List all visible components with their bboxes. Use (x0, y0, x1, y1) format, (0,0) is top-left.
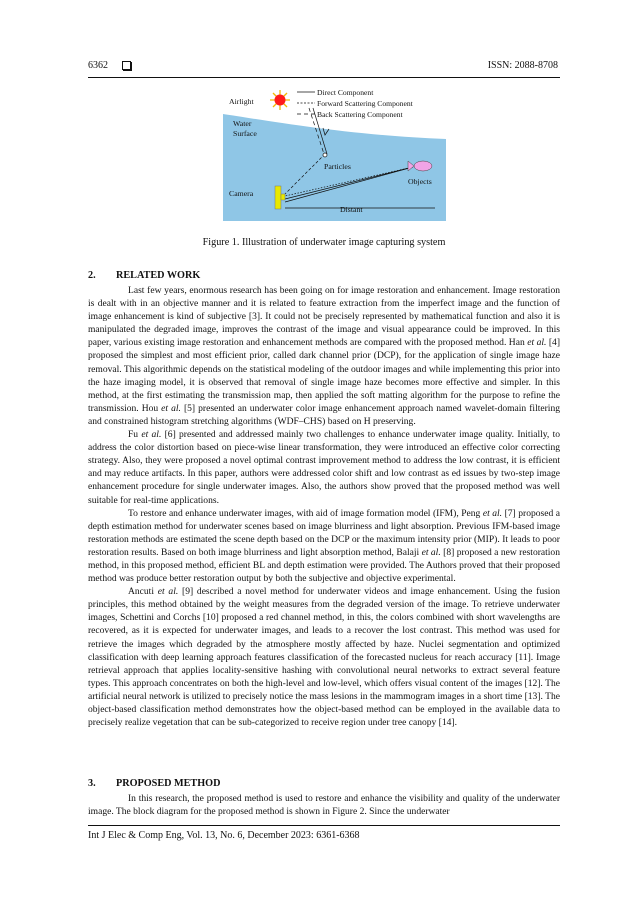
section-body-proposed-method (88, 792, 560, 818)
section-body-related-work (88, 284, 560, 729)
sun-disc (275, 95, 286, 106)
text-run: [7] proposed a depth estimation method for underwater scenes based on image blurriness and light absorption. Previous IFM-based image restoration methods are estimated the scene depth based on the DCP or the maximum intensity prior (MIP). It leads to poor restoration results. Based on both image blurriness and light absorption method, Balaji (88, 507, 561, 558)
section-title: RELATED WORK (116, 270, 201, 281)
text-run: Ancuti (128, 586, 158, 598)
italic-text: et al. (141, 429, 162, 441)
text-run: [9] described a novel method for underwater videos and image enhancement. Using the fusion principles, this method obtained by the weight measures from the degraded version of the image. To retrieve underwater images, Schettini and Corchs [10] proposed a red channel method, in this, the colors combined with short wavelengths are recovered, as it is expected for underwater images, and leads to a recover the lost contrast. This method was used for retrieve the images which degraded by the atmosphere mostly affected by haze. Nuclei segmentation and optimized classification with deep learning approach features classification of the forecasted nucleus for reach accuracy [11]. Image retrieval approach that applies locality-sensitive hashing with convolutional neural networks to extract several feature types. This approach concentrates on both the high-level and low-level, which offers visual content of the images [12]. The artificial neural network is utilized to precisely notice the mass lesions in the mammogram images in a short time [13]. The object-based classification method demonstrates how the object-based method can be employed in the available data to precisely realize vegetation that can be sub-categorized to receive region under tree canopy [14]. (88, 586, 561, 729)
legend-forward-label: Forward Scattering Component (317, 99, 413, 108)
text-run: [6] presented and addressed mainly two challenges to enhance underwater image quality. Initially, to address the color distortion based on piece-wise linear transformation, they were introduced an effective color correcting strategy. Also, they were proposed a novel optimal contrast improvement method to address the low contrast, it is efficient and may reduce artifacts. In this paper, authors were addressed color shift and low contrast as ed issues by two-step image enhancement procedure for single underwater images. Also, the authors show proved that the proposed method was well suitable for real-time applications. (88, 429, 560, 506)
issn-label: ISSN: 2088-8708 (487, 60, 558, 71)
paragraph (88, 792, 560, 818)
italic-text: et al. (421, 546, 441, 558)
section-number: 3. (88, 778, 96, 789)
italic-text: et al. (527, 337, 547, 349)
footer-citation: Int J Elec & Comp Eng, Vol. 13, No. 6, December 2023: 6361-6368 (88, 830, 360, 841)
page-header-left (88, 60, 131, 71)
distant-label: Distant (340, 205, 363, 214)
text-run: Fu (128, 429, 142, 441)
sun-icon (270, 90, 290, 110)
italic-text: et al. (157, 586, 179, 598)
particles-label: Particles (324, 162, 351, 171)
page-number: 6362 (88, 60, 108, 71)
camera-body (275, 186, 281, 209)
square-icon (122, 61, 131, 70)
camera-lens (281, 194, 285, 200)
text-run: [8] proposed a new restoration method, in this proposed method, efficient BL and depth estimation were provided. The Authors proved that their proposed method was produce better restoration output by both the subjective and objective experimental. (88, 546, 560, 585)
section-title: PROPOSED METHOD (116, 778, 221, 789)
footer-rule (88, 825, 560, 826)
figure-caption: Figure 1. Illustration of underwater image capturing system (202, 237, 446, 248)
italic-text: et al. (161, 402, 181, 414)
text-run: In this research, the proposed method is used to restore and enhance the visibility and quality of the underwater image. The block diagram for the proposed method is shown in Figure 2. Since the underwater (88, 793, 560, 818)
particle-dot (323, 153, 327, 157)
italic-text: et al. (482, 507, 503, 519)
text-run: Last few years, enormous research has been going on for image restoration and enhancement. Image restoration is dealt with in an objective manner and it is related to feature extraction from the imperfect image and the function of image enhancement is kind of subjective [3]. It could not be precisely represented by mathematical function and also it is manipulated the degraded image, improves the contrast of the image and visual appearance could be improved. In this paper, various existing image restoration and enhancement methods are compared with the proposed method. Han (88, 285, 560, 349)
text-run: [5] presented an underwater color image enhancement approach named wavelet-domain filtering and constrained histogram stretching algorithms (WDF–CHS) based on H preserving. (88, 402, 560, 427)
airlight-label: Airlight (229, 97, 254, 106)
objects-label: Objects (408, 177, 432, 186)
text-run: To restore and enhance underwater images, with aid of image formation model (IFM), Peng (128, 507, 483, 519)
legend-direct-label: Direct Component (317, 88, 374, 97)
surface-label: Surface (233, 129, 257, 138)
camera-label: Camera (229, 189, 254, 198)
header-rule (88, 77, 560, 78)
paragraph (88, 585, 560, 729)
section-number: 2. (88, 270, 96, 281)
section-heading-related-work (88, 270, 200, 281)
paragraph (88, 428, 560, 507)
paragraph (88, 284, 560, 428)
fish-body (414, 161, 432, 171)
water-label: Water (233, 119, 252, 128)
figure-underwater-capture (223, 86, 446, 221)
text-run: [4] proposed the simplest and most efficient prior, called dark channel prior (DCP), for the application of single image haze removal. This algorithmic depends on the statistical modeling of the outdoor images and while implementing this prior into the haze imaging model, it is observed that removal of single image haze becomes more effective and simpler. In this method, at the first estimating the transmission map, then applied the soft matting algorithm for the purpose to refine the transmission. Hou (88, 337, 560, 414)
legend-back-label: Back Scattering Component (317, 110, 403, 119)
paragraph (88, 507, 560, 586)
section-heading-proposed-method (88, 778, 220, 789)
